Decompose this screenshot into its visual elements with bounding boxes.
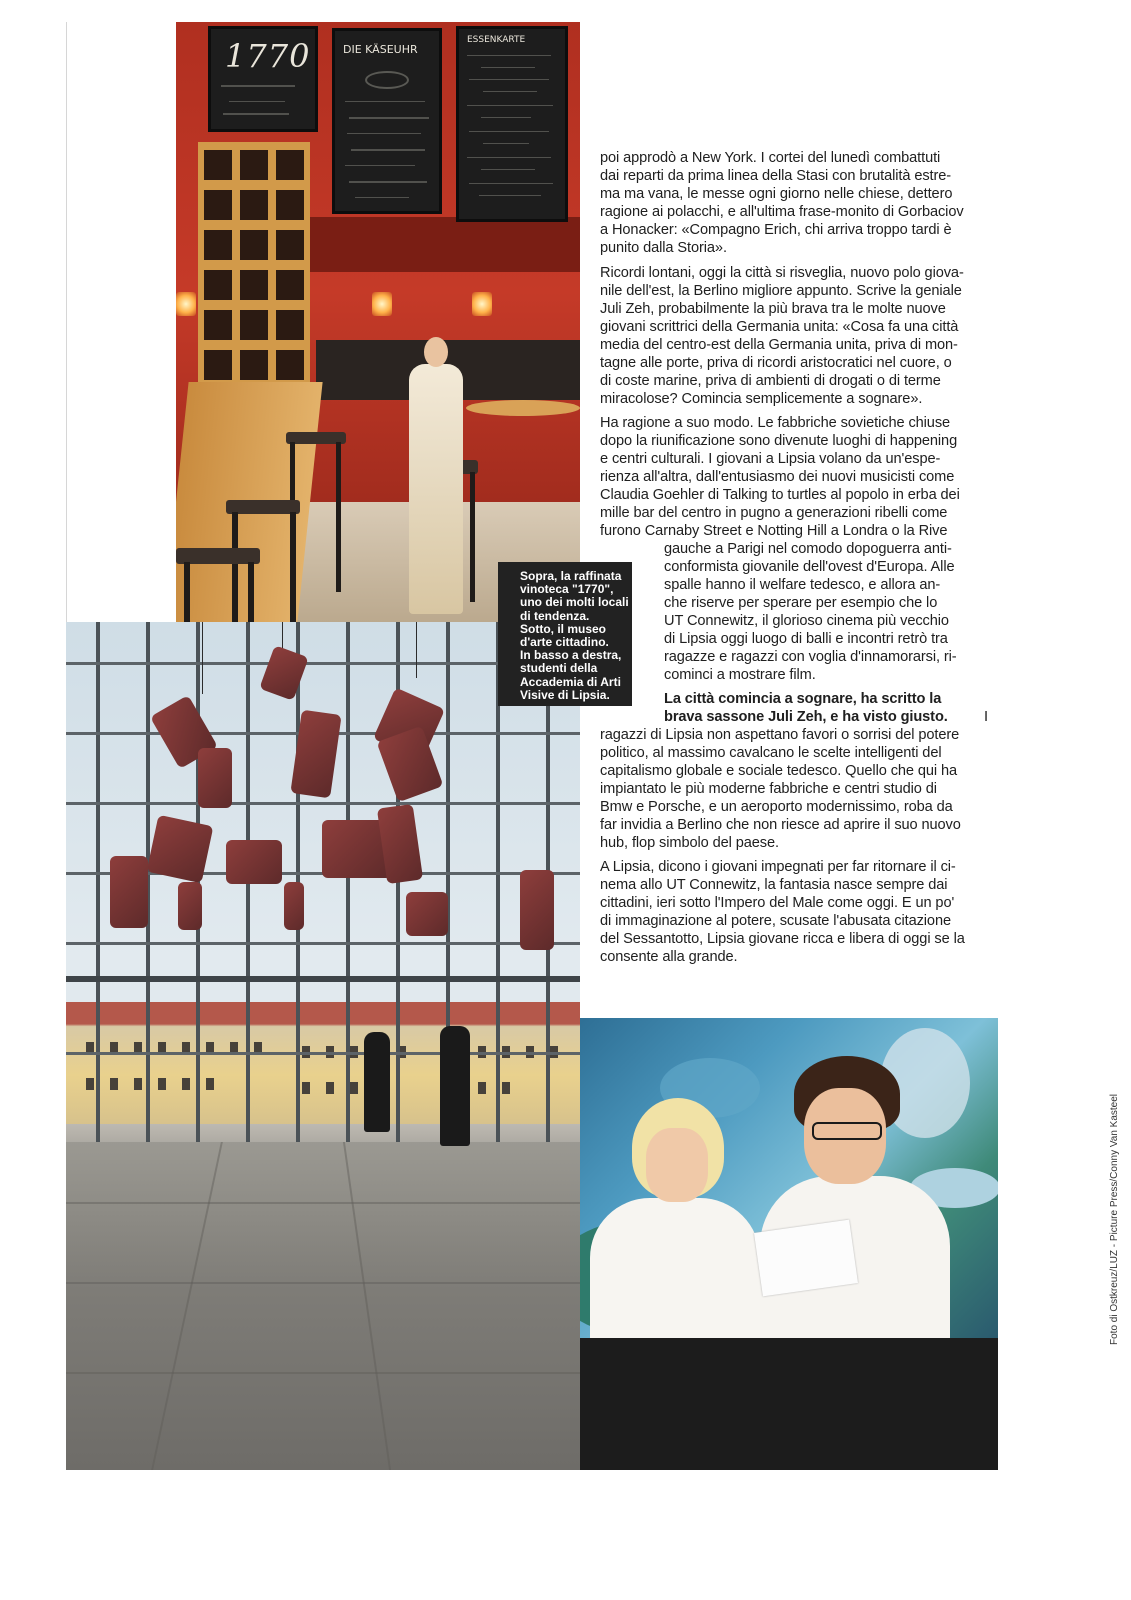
girl-student [590,1198,760,1338]
museum-floor [66,1142,580,1470]
article-line: dopo la riunificazione sono divenute luoghi di happening [600,433,958,449]
article-line: hub, flop simbolo del paese. [600,835,779,851]
article-line: nema allo UT Connewitz, la fantasia nasce sempre dai [600,877,948,893]
wall-lamp [472,292,492,316]
hanging-sculpture [147,815,214,883]
waitress-head [424,337,448,367]
article-line: del Sessantotto, Lipsia giovane ricca e libera di oggi se la [600,931,965,947]
caption-line: uno dei molti locali [520,595,629,610]
article-line: UT Connewitz, il glorioso cinema più vecchio [664,613,949,629]
article-line: Bmw e Porsche, e un aeroporto modernissimo, roba da [600,799,953,815]
article-line: di immaginazione al potere, scusate l'abusata citazione [600,913,951,929]
article-line: miracolose? Comincia semplicemente a sognare». [600,391,923,407]
article-line: cittadini, ieri sotto l'Impero del Male come oggi. E un po' [600,895,955,911]
caption-line: Sopra, la raffinata [520,569,622,583]
article-line: ragazzi di Lipsia non aspettano favori o sorrisi del potere [600,727,960,743]
article-bold-line: La città comincia a sognare, ha scritto la [664,691,942,707]
caption-line: studenti della [520,661,598,676]
board-1770-text: 1770 [225,37,311,75]
museum-photo [66,622,580,1470]
article-line: gauche a Parigi nel comodo dopoguerra anti- [664,541,952,557]
caption-line: Accademia di Arti [520,674,621,689]
caption-line: d'arte cittadino. [520,635,609,649]
visitor-silhouette [440,1026,470,1146]
paper-sheet [754,1220,858,1297]
caption-line: In basso a destra, [520,648,622,663]
article-bold-line: brava sassone Juli Zeh, e ha visto giusto. [664,709,948,725]
chalkboard-menu [456,26,568,222]
article-line: dai reparti da prima linea della Stasi con brutalità estre- [600,168,952,184]
caption-line: vinoteca "1770", [520,582,614,597]
article-line: ma ma vana, le messe ogni giorno nelle chiese, dettero [600,186,953,202]
article-line: furono Carnaby Street e Notting Hill a Londra o la Rive [600,523,948,539]
article-line: di coste marine, priva di ambienti di drogati o di terme [600,373,941,389]
hanging-sculpture [226,840,282,884]
hanging-sculpture [259,645,309,701]
glasses-icon [812,1122,882,1140]
caption-line: di tendenza. [520,608,590,623]
article-line: media del centro-est della Germania unita, priva di mon- [600,337,958,353]
bar-table [466,400,580,416]
article-line: poi approdò a New York. I cortei del lunedì combattuti [600,150,941,166]
wine-bar-photo [176,22,580,622]
board-essen-text: ESSENKARTE [467,35,526,45]
article-line: far invidia a Berlino che non riesce ad aprire il suo nuovo [600,817,961,833]
hanging-sculpture [520,870,554,950]
article-line: spalle hanno il welfare tedesco, e allora an- [664,577,941,593]
article-line: a Honacker: «Compagno Erich, chi arriva troppo tardi è [600,222,952,238]
hanging-sculpture [406,892,448,936]
girl-face [646,1128,708,1202]
article-line: giovani scrittrici della Germania unita: «Cosa fa una città [600,319,959,335]
article-line: rienza all'altra, dall'entusiasmo dei nuovi musicisti come [600,469,955,485]
city-buildings [66,1002,580,1124]
article-line: Ricordi lontani, oggi la città si risveglia, nuovo polo giova- [600,265,964,281]
article-line: Claudia Goehler di Talking to turtles al popolo in erba dei [600,487,960,503]
article-line: cominci a mostrare film. [664,667,816,683]
students-photo [580,1018,998,1470]
wall-lamp [176,292,196,316]
ceiling-beam [266,217,580,272]
hanging-sculpture [377,726,444,803]
waitress [409,364,463,614]
article-line: A Lipsia, dicono i giovani impegnati per far ritornare il ci- [600,859,956,875]
caption-line: Sotto, il museo [520,621,607,636]
article-line: I [984,709,988,725]
article-line: tagne alle porte, priva di ricordi aristocratici nel cuore, o [600,355,952,371]
article-line: mille bar del centro in pugno a generazioni ribelli come [600,505,948,521]
article-line: Ha ragione a suo modo. Le fabbriche sovietiche chiuse [600,415,951,431]
hanging-sculpture [198,748,232,808]
article-line: di Lipsia oggi luogo di balli e incontri retrò tra [664,631,948,647]
photo-credit: Foto di Ostkreuz/LUZ - Picture Press/Conny Van Kasteel [1109,1093,1120,1345]
chalkboard-1770 [208,26,318,132]
article-line: e centri culturali. I giovani a Lipsia volano da un'espe- [600,451,941,467]
article-line: che riserve per sperare per esempio che lo [664,595,938,611]
article-line: nile dell'est, la Berlino migliore appunto. Scrive la geniale [600,283,962,299]
article-line: ragazze e ragazzi con voglia d'innamorarsi, ri- [664,649,957,665]
wine-shelf [198,142,310,402]
article-line: punito dalla Storia». [600,240,727,256]
hanging-sculpture [110,856,148,928]
caption-line: Visive di Lipsia. [520,687,610,702]
article-line: politico, al massimo cavalcano le scelte intelligenti del [600,745,942,761]
hanging-sculpture [284,882,304,930]
article-line: consente alla grande. [600,949,738,965]
article-line: capitalismo globale e sociale tedesco. Quello che qui ha [600,763,958,779]
article-line: Juli Zeh, probabilmente la più brava tra le molte nuove [600,301,946,317]
article-line: conformista giovanile dell'ovest d'Europa. Alle [664,559,955,575]
hanging-sculpture [178,882,202,930]
article-line: impiantato le più moderne fabbriche e centri studio di [600,781,937,797]
article-line: ragione ai polacchi, e all'ultima frase-monito di Gorbaciov [600,204,964,220]
chalkboard-cheese [332,28,442,214]
wall-lamp [372,292,392,316]
visitor-silhouette [364,1032,390,1132]
board-kase-text: DIE KÄSEUHR [343,43,418,56]
